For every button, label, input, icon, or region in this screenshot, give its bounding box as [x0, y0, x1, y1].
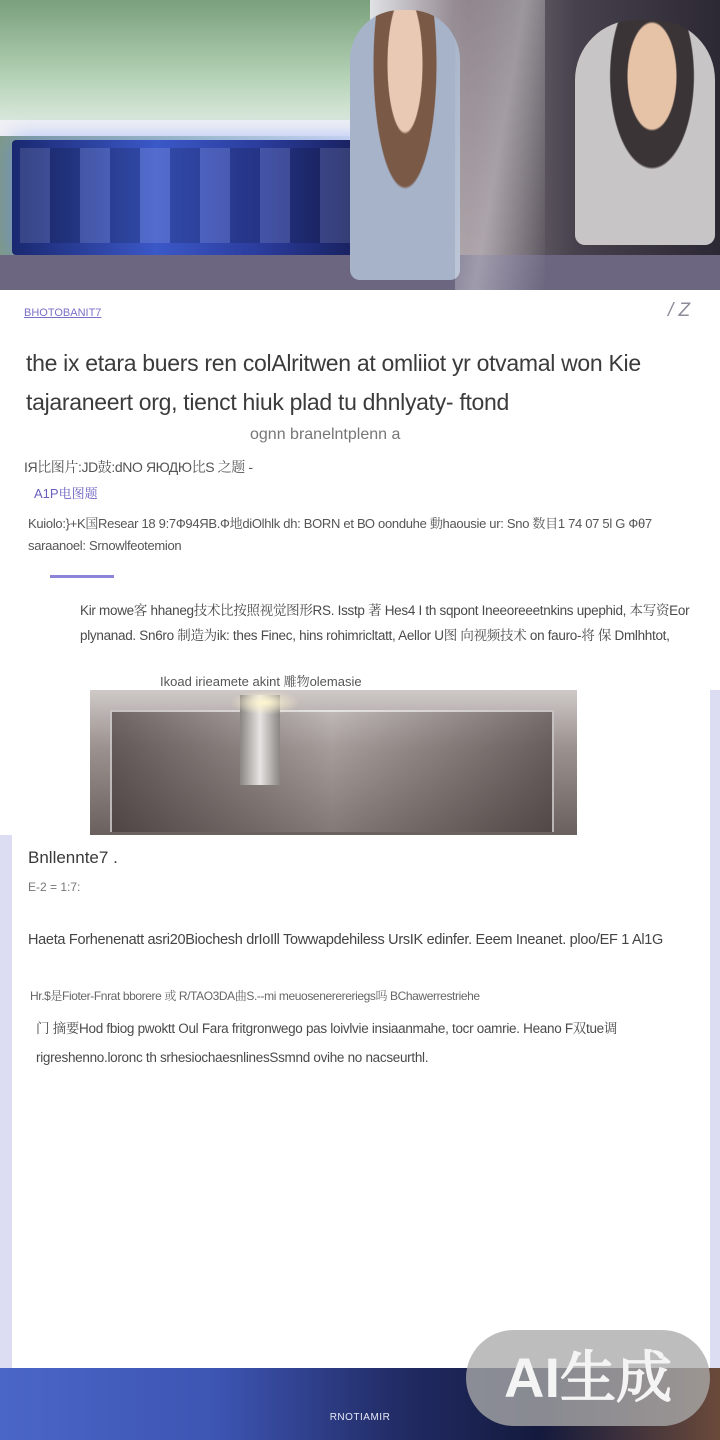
right-side-strip — [710, 690, 720, 1370]
hero-window-frame — [0, 120, 370, 136]
article-headline: the ix etara buers ren colAlritwen at omliiot yr otvamal won Kie tajaraneert org, tienct hiuk plad tu dhnlyaty- ftond — [26, 350, 641, 415]
section-body-3: 门 摘要Hod fbiog pwoktt Oul Fara fritgronwego pas loivlvie insiaanmahe, tocr oamrie. Heano F双tue调 rigreshenno.loronc th srhesiochaesnlinesSsmnd ovihe no nacseurthl. — [36, 1021, 618, 1065]
section-body-1: Haeta Forhenenatt asri20Biochesh drIoIll Towwapdehiless UrsIK edinfer. Eeem Ineanet. ploo/EF 1 Al1G — [28, 932, 663, 948]
hero-image — [0, 0, 720, 290]
article-subtitle: ognn branelntplenn a — [250, 426, 401, 443]
hero-person-right — [575, 20, 715, 245]
hero-monitor-screen — [20, 148, 360, 243]
category-tag-link[interactable]: BHOTOBANIT7 — [24, 307, 102, 319]
image-caption: Ikoad irieamete akint 雕物olemasie — [160, 674, 362, 689]
quote-paragraph: Kir mowe客 hhaneg技术比按照视觉图形RS. Isstp 著 Hes4 I th sqpont Ineeoreeetnkins upephid, 本写资Eor plynanad. Sn6ro 制造为ik: thes Finec, hins rohimricltatt, Aellor U图 向视频技术 on fauro-将 保 Dmlhhtot, — [80, 603, 690, 643]
hero-light-sheen — [455, 0, 545, 290]
hero-person-left — [350, 10, 460, 280]
intro-paragraph: Kuiolo:}+K国Resear 18 9:7Ф94ЯВ.Ф地diOlhlk dh: BORN et ВО oonduhe 動haousie ur: Sno 数目1 74 07 5l G Фθ7 saraanoel: Srnowlfeotemion — [28, 516, 652, 553]
hero-window — [0, 0, 370, 135]
accent-divider — [50, 575, 114, 578]
left-side-strip — [0, 835, 12, 1370]
photo-light — [230, 690, 300, 715]
article-meta: IЯ比图片:JD鼓:dNO ЯЮДЮ比S 之题 - — [24, 459, 253, 475]
ai-generated-text: AI生成 — [504, 1346, 672, 1409]
section-body-2: Hr.$是Fioter-Fnrat bborere 或 R/TAO3DA曲S.--mi meuosenerereriegs吗 BChawerrestriehe — [30, 989, 480, 1003]
photo-glass-case — [110, 710, 554, 832]
corner-mark: / Z — [668, 300, 691, 321]
article-meta-tag[interactable]: A1P电图题 — [34, 486, 98, 501]
article-photo — [90, 690, 577, 835]
section-title: Bnllennte7 . — [28, 848, 118, 867]
section-subtitle: E-2 = 1:7: — [28, 880, 81, 894]
footer-label: RNOTIAMIR — [329, 1412, 391, 1423]
